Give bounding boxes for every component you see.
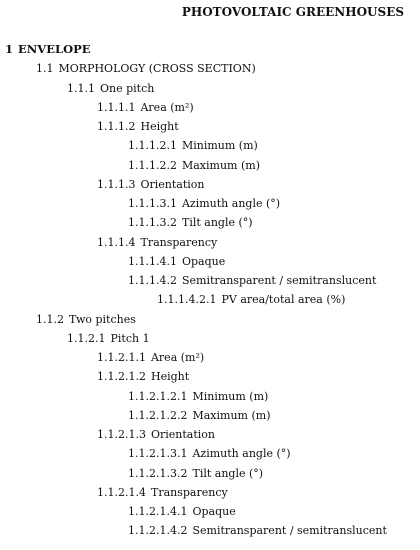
outline-item-number: 1.1.2.1.4.1 [128, 505, 188, 518]
outline-item-number: 1.1.1.4.2 [128, 274, 177, 287]
outline-item-text: Opaque [192, 505, 236, 518]
outline-item-text: Tilt angle (°) [181, 216, 253, 230]
outline-item [0, 329, 420, 348]
outline-item-number: 1.1.2.1.3.2 [128, 466, 188, 480]
outline-item [0, 117, 420, 136]
outline-item-text: Maximum (m) [181, 158, 260, 172]
outline-item-number: 1.1.1.4.2.1 [157, 293, 217, 307]
outline-item-text: Tilt angle (°) [192, 466, 264, 480]
outline-item-number: 1.1.2.1.2.1 [128, 389, 188, 403]
outline-item-number: 1.1.1.3.1 [128, 197, 177, 210]
outline-item [0, 444, 420, 463]
outline-item-number: 1 [5, 42, 14, 56]
outline-item [0, 483, 420, 502]
outline-item-text: ENVELOPE [18, 42, 91, 56]
outline-item [0, 502, 420, 521]
outline-item-number: 1.1.1 [67, 81, 95, 95]
document-title: PHOTOVOLTAIC GREENHOUSES [181, 5, 404, 19]
outline-item [0, 156, 420, 175]
outline-item [0, 213, 420, 232]
outline-item-text: Orientation [150, 428, 215, 441]
outline-item-text: Azimuth angle (°) [192, 447, 291, 461]
outline-item-number: 1.1.1.2.1 [128, 139, 177, 153]
outline-item [0, 521, 420, 540]
outline-item [0, 175, 420, 194]
outline-item-text: Orientation [140, 177, 205, 191]
outline-item-text: Maximum (m) [192, 408, 271, 422]
outline-item [0, 290, 420, 309]
outline-item [0, 464, 420, 483]
outline-item-text: Minimum (m) [181, 139, 258, 153]
outline-item-number: 1.1.2.1 [67, 331, 106, 345]
outline-item-text: MORPHOLOGY (CROSS SECTION) [58, 62, 256, 76]
outline-item-number: 1.1.2.1.2 [97, 370, 146, 384]
outline-item-number: 1.1.2 [36, 312, 64, 326]
outline-item-number: 1.1.1.3 [97, 177, 136, 191]
outline-item-number: 1.1.2.1.4 [97, 485, 146, 499]
outline-item-number: 1.1.2.1.1 [97, 351, 146, 364]
outline-item-text: Area (m²) [150, 351, 205, 364]
outline-item-text: Semitransparent / semitranslucent [192, 524, 387, 538]
outline-item-text: Height [140, 120, 179, 133]
outline-item [0, 310, 420, 329]
outline-item-text: Transparency [150, 485, 228, 499]
outline-item-text: Pitch 1 [110, 331, 150, 345]
outline-item-number: 1.1.2.1.3 [97, 428, 146, 441]
outline-list [0, 40, 420, 541]
outline-item-text: Opaque [181, 254, 226, 268]
outline-item [0, 136, 420, 155]
outline-item-number: 1.1.2.1.4.2 [128, 524, 188, 538]
outline-item [0, 59, 420, 78]
outline-item-text: Minimum (m) [192, 389, 269, 403]
outline-item-text: Semitransparent / semitranslucent [181, 274, 377, 287]
outline-item-text: PV area/total area (%) [221, 293, 346, 307]
outline-item-number: 1.1.1.2 [97, 120, 136, 133]
outline-item [0, 252, 420, 271]
outline-item [0, 406, 420, 425]
outline-item [0, 271, 420, 290]
outline-item [0, 387, 420, 406]
outline-item [0, 367, 420, 386]
outline-item-text: Two pitches [69, 312, 136, 326]
outline-item [0, 40, 420, 59]
outline-item [0, 425, 420, 444]
outline-item-number: 1.1 [36, 62, 54, 76]
outline-item [0, 348, 420, 367]
outline-item-text: Height [150, 370, 190, 384]
outline-item [0, 79, 420, 98]
outline-item-text: Area (m²) [140, 100, 194, 114]
outline-item [0, 233, 420, 252]
outline-item-number: 1.1.1.1 [97, 100, 136, 114]
outline-item-number: 1.1.1.3.2 [128, 216, 177, 230]
outline-item [0, 98, 420, 117]
outline-item-number: 1.1.1.4 [97, 235, 136, 249]
outline-item-number: 1.1.1.2.2 [128, 158, 177, 172]
outline-item-number: 1.1.2.1.2.2 [128, 408, 188, 422]
outline-item-text: Transparency [140, 235, 218, 249]
outline-item [0, 194, 420, 213]
outline-item-text: Azimuth angle (°) [181, 197, 281, 210]
outline-item-number: 1.1.1.4.1 [128, 254, 177, 268]
outline-item-text: One pitch [100, 81, 155, 95]
outline-item-number: 1.1.2.1.3.1 [128, 447, 188, 461]
